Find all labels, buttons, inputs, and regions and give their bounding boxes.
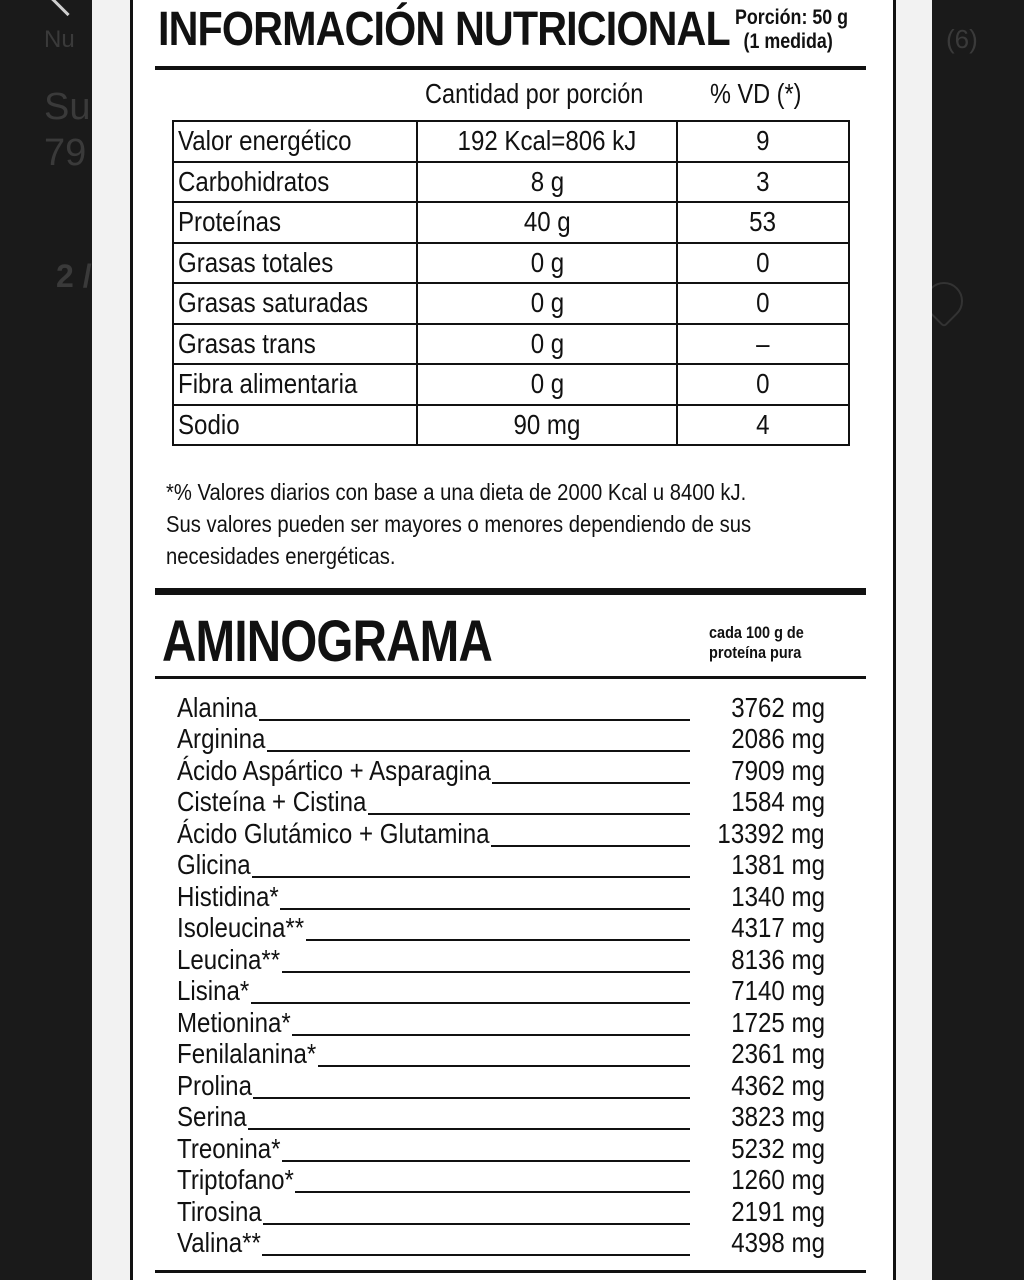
amino-row (177, 881, 827, 913)
nutrient-dv: 53 (749, 206, 777, 238)
table-row (173, 364, 849, 405)
table-row (173, 283, 849, 324)
amino-value: 8136 mg (731, 943, 825, 975)
nutrient-name: Carbohidratos (178, 165, 330, 197)
nutrition-table (172, 120, 850, 446)
amino-row (177, 976, 827, 1008)
amino-value: 1584 mg (731, 786, 825, 817)
amino-row (177, 1070, 827, 1102)
amino-name: Arginina (177, 723, 266, 754)
aminograma-note-line: proteína pura (709, 643, 802, 662)
footnote-line: *% Valores diarios con base a una dieta de 2000 Kcal u 8400 kJ. (166, 479, 747, 505)
amino-name: Treonina* (177, 1132, 281, 1164)
amino-value: 3762 mg (731, 691, 825, 723)
bg-fragment-su: Su (44, 86, 91, 128)
amino-value: 2086 mg (731, 723, 825, 754)
nutrient-amount: 90 mg (513, 408, 581, 440)
leader-line (267, 750, 690, 752)
amino-row (177, 724, 827, 756)
nutrient-name: Grasas saturadas (178, 287, 369, 319)
aminograma-note-line: cada 100 g de (709, 623, 804, 642)
amino-name: Triptofano* (177, 1164, 294, 1195)
nutrient-amount: 0 g (530, 327, 564, 359)
amino-value: 2191 mg (731, 1195, 825, 1227)
nutrient-name: Sodio (178, 408, 240, 440)
leader-line (251, 1002, 690, 1004)
amino-name: Fenilalanina* (177, 1038, 317, 1069)
leader-line (368, 813, 690, 815)
footnote-line: necesidades energéticas. (166, 543, 396, 569)
nutrient-amount: 0 g (530, 246, 564, 278)
amino-value: 7909 mg (731, 754, 825, 786)
amino-name: Alanina (177, 691, 258, 723)
table-row (173, 243, 849, 284)
nutrient-name: Fibra alimentaria (178, 368, 358, 400)
leader-line (252, 876, 690, 878)
table-row (173, 405, 849, 446)
amino-name: Lisina* (177, 975, 250, 1006)
nutrient-amount: 0 g (530, 368, 564, 400)
amino-name: Isoleucina** (177, 912, 305, 943)
nutrient-name: Grasas totales (178, 246, 334, 278)
title-divider (155, 66, 866, 70)
amino-row (177, 1039, 827, 1071)
nutrient-dv: 0 (756, 246, 770, 278)
amino-row (177, 755, 827, 787)
nutrient-amount: 0 g (530, 287, 564, 319)
column-header-amount: Cantidad por porción (425, 78, 644, 109)
bottom-divider (155, 1270, 866, 1273)
amino-row (177, 1228, 827, 1260)
amino-value: 2361 mg (731, 1038, 825, 1069)
footnote-line: Sus valores pueden ser mayores o menores dependiendo de sus (166, 511, 752, 537)
amino-name: Valina** (177, 1227, 261, 1258)
leader-line (282, 1160, 690, 1162)
amino-name: Ácido Aspártico + Asparagina (177, 754, 491, 786)
section-divider (155, 588, 866, 595)
amino-value: 5232 mg (731, 1132, 825, 1164)
amino-value: 1340 mg (731, 880, 825, 912)
amino-value: 4362 mg (731, 1069, 825, 1101)
amino-row (177, 1102, 827, 1134)
amino-name: Tirosina (177, 1195, 262, 1227)
table-row (173, 202, 849, 243)
amino-row (177, 818, 827, 850)
leader-line (262, 1254, 690, 1256)
portion-size: Porción: 50 g (735, 6, 849, 29)
amino-row (177, 692, 827, 724)
aminograma-note (709, 623, 804, 663)
nutrient-name: Proteínas (178, 206, 282, 238)
portion-info (735, 6, 848, 54)
amino-row (177, 913, 827, 945)
amino-row (177, 850, 827, 882)
amino-name: Leucina** (177, 943, 281, 975)
amino-value: 1725 mg (731, 1006, 825, 1038)
nutrient-dv: – (756, 327, 770, 359)
amino-row (177, 1133, 827, 1165)
leader-line (292, 1034, 690, 1036)
aminograma-list (177, 692, 827, 1259)
nutrient-amount: 8 g (530, 165, 564, 197)
amino-name: Cisteína + Cistina (177, 786, 367, 817)
nutrient-dv: 0 (756, 287, 770, 319)
table-row (173, 121, 849, 162)
leader-line (259, 719, 690, 721)
amino-name: Serina (177, 1101, 247, 1132)
aminograma-title: AMINOGRAMA (162, 609, 492, 674)
bg-fragment-2: 2 / (56, 258, 92, 294)
bg-fragment-nu: Nu (44, 26, 75, 53)
nutrient-name: Grasas trans (178, 327, 316, 359)
leader-line (306, 939, 690, 941)
amino-row (177, 1007, 827, 1039)
amino-value: 1381 mg (731, 849, 825, 880)
daily-values-footnote (166, 476, 866, 572)
amino-value: 13392 mg (717, 817, 825, 849)
amino-name: Histidina* (177, 880, 279, 912)
leader-line (282, 971, 690, 973)
leader-line (318, 1065, 690, 1067)
amino-row (177, 944, 827, 976)
label-title: INFORMACIÓN NUTRICIONAL (158, 3, 730, 56)
amino-value: 7140 mg (731, 975, 825, 1006)
amino-value: 3823 mg (731, 1101, 825, 1132)
bg-fragment-count: (6) (946, 24, 978, 54)
table-row (173, 324, 849, 365)
leader-line (253, 1097, 690, 1099)
amino-name: Ácido Glutámico + Glutamina (177, 817, 490, 849)
amino-name: Prolina (177, 1069, 252, 1101)
back-chevron-icon[interactable] (50, 0, 85, 16)
leader-line (280, 908, 690, 910)
nutrient-dv: 4 (756, 408, 770, 440)
leader-line (492, 782, 690, 784)
nutrient-amount: 40 g (523, 206, 571, 238)
amino-row (177, 1196, 827, 1228)
amino-value: 4398 mg (731, 1227, 825, 1258)
nutrient-name: Valor energético (178, 125, 352, 157)
aminograma-divider (155, 676, 866, 679)
leader-line (491, 845, 690, 847)
amino-value: 4317 mg (731, 912, 825, 943)
nutrient-dv: 9 (756, 125, 770, 157)
column-header-dv: % VD (*) (710, 78, 802, 109)
portion-measure: (1 medida) (743, 30, 833, 53)
amino-row (177, 787, 827, 819)
amino-row (177, 1165, 827, 1197)
nutrient-dv: 3 (756, 165, 770, 197)
leader-line (248, 1128, 690, 1130)
amino-value: 1260 mg (731, 1164, 825, 1195)
amino-name: Metionina* (177, 1006, 291, 1038)
amino-name: Glicina (177, 849, 251, 880)
nutrient-amount: 192 Kcal=806 kJ (457, 125, 637, 157)
leader-line (263, 1223, 690, 1225)
leader-line (295, 1191, 690, 1193)
nutrient-dv: 0 (756, 368, 770, 400)
table-row (173, 162, 849, 203)
bg-fragment-79: 79 (44, 132, 87, 174)
